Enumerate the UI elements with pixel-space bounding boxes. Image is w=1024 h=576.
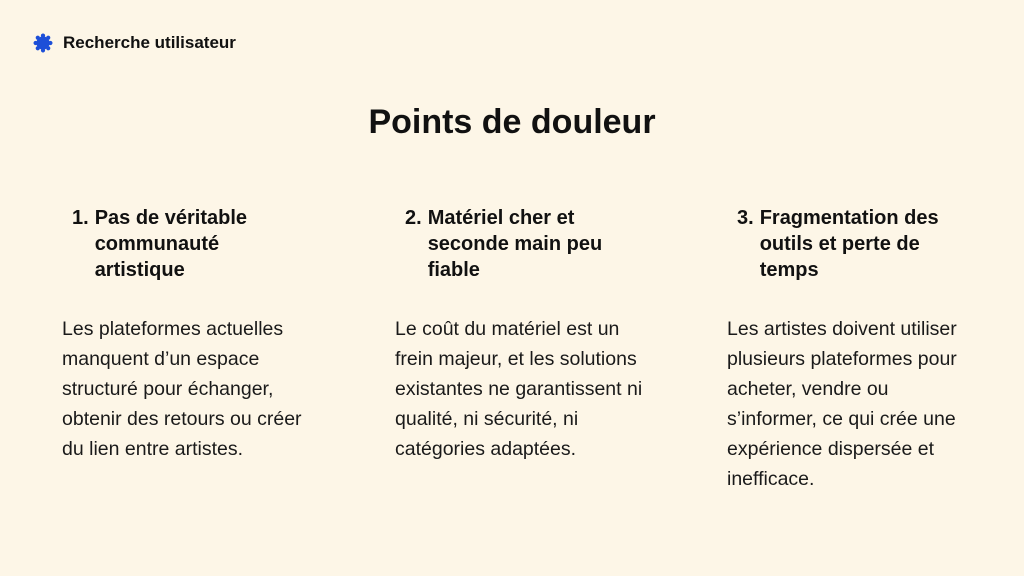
pain-point-title: Matériel cher et seconde main peu fiable	[427, 207, 603, 281]
pain-point-description: Les artistes doivent utiliser plusieurs plateformes pour acheter, vendre ou s’informer, ce qui crée une expérience dispersée et inefficace.	[727, 318, 957, 490]
pain-point-title: Fragmentation des outils et perte de temps	[759, 207, 939, 281]
pain-point-heading	[395, 205, 655, 283]
section-label: Recherche utilisateur	[63, 33, 236, 52]
section-header	[33, 33, 236, 53]
page-title: Points de douleur	[368, 103, 656, 141]
pain-point-number: 2.	[405, 207, 422, 229]
pain-point-description: Les plateformes actuelles manquent d’un espace structuré pour échanger, obtenir des retours ou créer du lien entre artistes.	[62, 318, 302, 460]
pain-point-1	[62, 205, 322, 460]
pain-point-3	[727, 205, 987, 490]
pain-point-description: Le coût du matériel est un frein majeur, et les solutions existantes ne garantissent ni qualité, ni sécurité, ni catégories adaptées.	[395, 318, 643, 460]
pain-point-title: Pas de véritable communauté artistique	[94, 207, 247, 281]
pain-point-heading	[62, 205, 322, 283]
pain-point-number: 3.	[737, 207, 754, 229]
pain-point-heading	[727, 205, 987, 283]
badge-icon	[33, 33, 53, 53]
pain-point-number: 1.	[72, 207, 89, 229]
pain-point-2	[395, 205, 655, 460]
